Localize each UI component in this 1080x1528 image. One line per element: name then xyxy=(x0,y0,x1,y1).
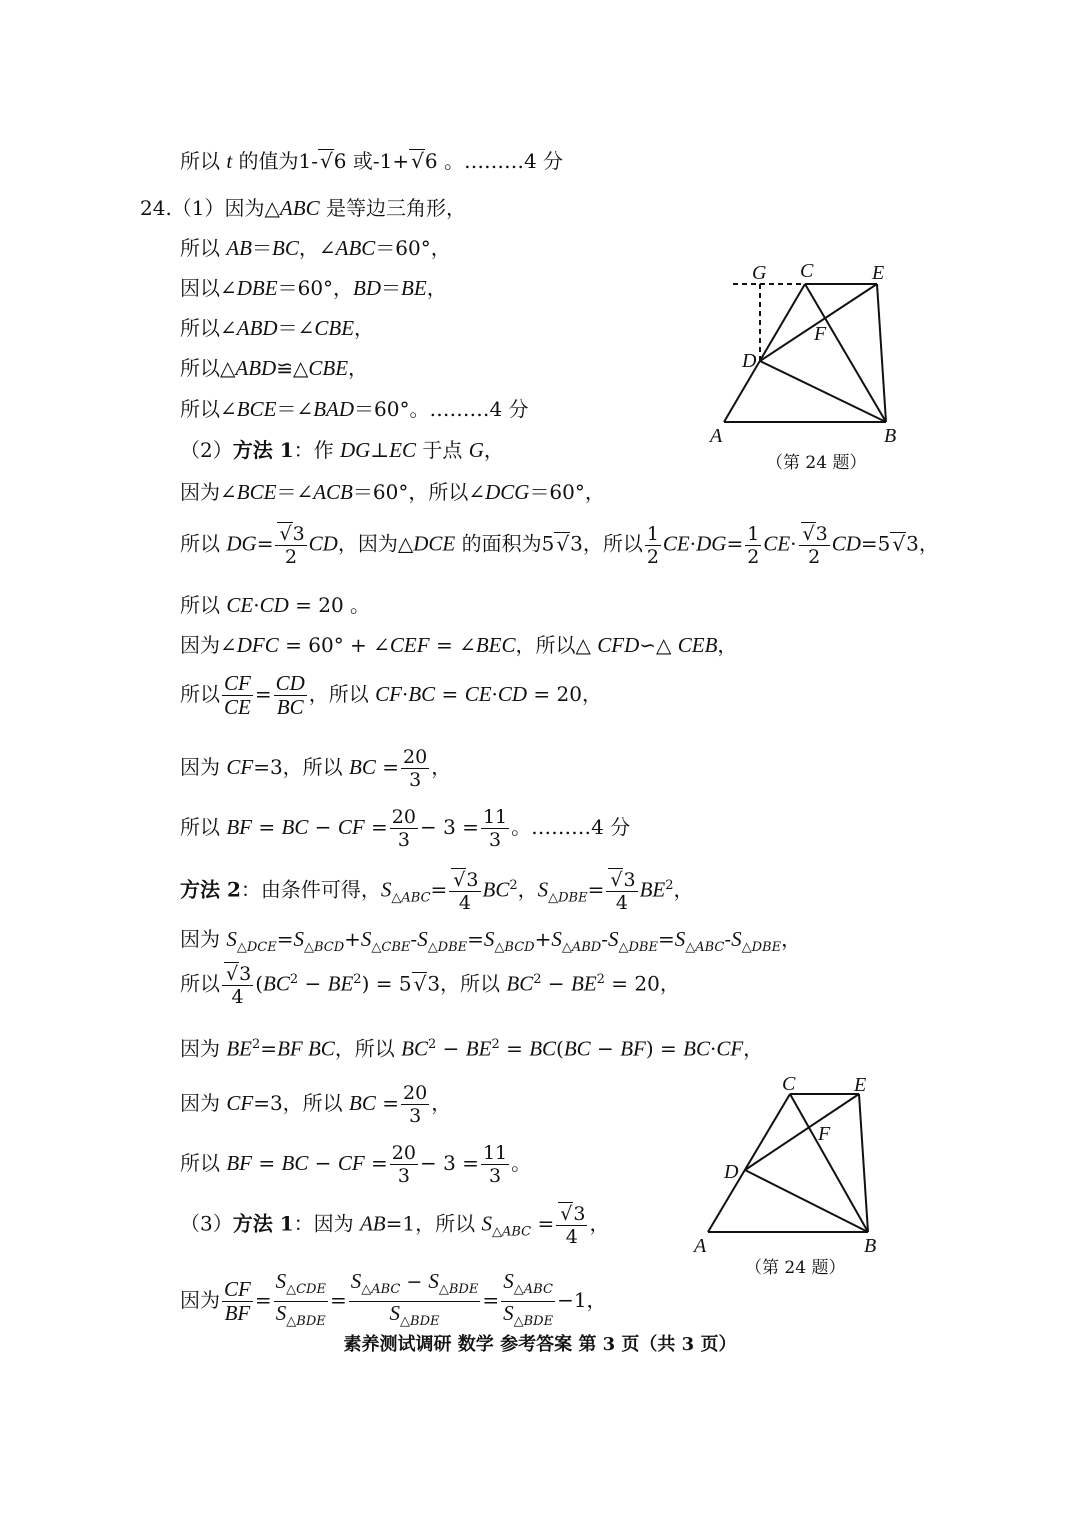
line-3: 所以 AB＝BC，∠ABC＝60°， xyxy=(180,236,451,260)
figure-2-caption: （第 24 题） xyxy=(745,1258,846,1278)
label-e: E xyxy=(854,1074,867,1096)
line-23: 因为 $\frac{CF}{BF}$ = $\frac{S_{\triangle CDE}}{S_{\triangle BDE}}$ = $\frac{S_{\triangle ABC} - S_{\triangle BDE}}{S_{\triangle BDE}}$ = $\frac{S_{\triangle ABC}}{S_{\triangle BDE}}$ −1， xyxy=(180,1269,607,1329)
label-d: D xyxy=(724,1161,739,1183)
label-b: B xyxy=(884,425,897,447)
label-b: B xyxy=(864,1235,877,1257)
edge-ac xyxy=(724,284,805,422)
label-g: G xyxy=(752,262,767,284)
page-footer: 素养测试调研 数学 参考答案 第 3 页（共 3 页） xyxy=(343,1334,737,1355)
line-10: 所以 DG= √ $\frac{3}{2}$ CD，因为△DCE 的面积为5√ 3，所以 $\frac{1}{2}$ CE·DG= $\frac{1}{2}$ CE· √ $\frac{3}{2}$ CD=5√ 3， xyxy=(180,522,939,568)
edge-de xyxy=(745,1094,859,1170)
line-8: （2）方法 1：作 DG⊥EC 于点 G， xyxy=(180,438,504,462)
line-13: 所以 $\frac{CF}{CE}$ = $\frac{CD}{BC}$ ，所以 CF·BC = CE·CD = 20， xyxy=(180,671,602,719)
label-e: E xyxy=(872,262,885,284)
line-4: 因以∠DBE＝60°，BD＝BE， xyxy=(180,276,447,300)
line-12: 因为∠DFC = 60° + ∠CEF = ∠BEC，所以△ CFD∽△ CEB， xyxy=(180,633,738,657)
label-a: A xyxy=(694,1235,707,1257)
label-d: D xyxy=(742,350,757,372)
line-18: 所以 √ $\frac{3}{4}$ $(BC^2 - BE^2) = 5√$ 3，所以 $BC^2 - BE^2 = 20$， xyxy=(180,962,680,1008)
figure-24-bottom xyxy=(690,1070,890,1260)
edge-eb xyxy=(859,1094,868,1232)
edge-eb xyxy=(877,284,886,422)
line-16: 方法 2：由条件可得，$S_{\triangle ABC}=$ √ $\frac{3}{4}$ $BC^2$，$S_{\triangle DBE}=$ √ $\frac{3}{4}$ $BE^2$， xyxy=(180,868,694,914)
label-f: F xyxy=(818,1123,831,1145)
line-17: 因为 $S_{\triangle DCE}=S_{\triangle BCD}+S_{\triangle CBE}-S_{\triangle DBE}=S_{\triangle BCD}+S_{\triangle ABD}-S_{\triangle DBE}=S_{\triangle ABC}-S_{\triangle DBE}$， xyxy=(180,927,802,955)
edge-ac xyxy=(708,1094,790,1232)
line-9: 因为∠BCE＝∠ACB＝60°，所以∠DCG＝60°， xyxy=(180,480,605,504)
label-c: C xyxy=(782,1073,796,1095)
line-22: （3）方法 1：因为 AB=1，所以 $S_{\triangle ABC}$ = √ $\frac{3}{4}$ ， xyxy=(180,1202,609,1248)
line-19: 因为 $BE^2=BF$ BC，所以 $BC^2 - BE^2 = BC(BC - BF) = BC\cdot CF$， xyxy=(180,1036,764,1061)
line-20: 因为 CF=3，所以 BC = $\frac{20}{3}$ ， xyxy=(180,1082,452,1127)
line-2: 24.（1）因为△ABC 是等边三角形， xyxy=(140,196,466,220)
line-21: 所以 BF = BC − CF = $\frac{20}{3}$ − 3 = $\frac{11}{3}$ 。 xyxy=(180,1142,532,1187)
line-15: 所以 BF = BC − CF = $\frac{20}{3}$ − 3 = $\frac{11}{3}$ 。………4 分 xyxy=(180,806,631,851)
line-11: 所以 CE·CD = 20 。 xyxy=(180,593,371,617)
line-5: 所以∠ABD＝∠CBE， xyxy=(180,316,375,340)
line-1: 所以 t 的值为1-√ 6 或-1+√ 6 。………4 分 xyxy=(180,148,563,174)
label-f: F xyxy=(814,323,827,345)
line-14: 因为 CF=3，所以 BC = $\frac{20}{3}$ ， xyxy=(180,746,452,791)
figure-24-top xyxy=(700,255,910,450)
figure-1-caption: （第 24 题） xyxy=(766,453,867,473)
label-a: A xyxy=(710,425,723,447)
line-6: 所以△ABD≌△CBE， xyxy=(180,356,369,380)
line-7: 所以∠BCE＝∠BAD＝60°。………4 分 xyxy=(180,397,529,421)
label-c: C xyxy=(800,260,814,282)
